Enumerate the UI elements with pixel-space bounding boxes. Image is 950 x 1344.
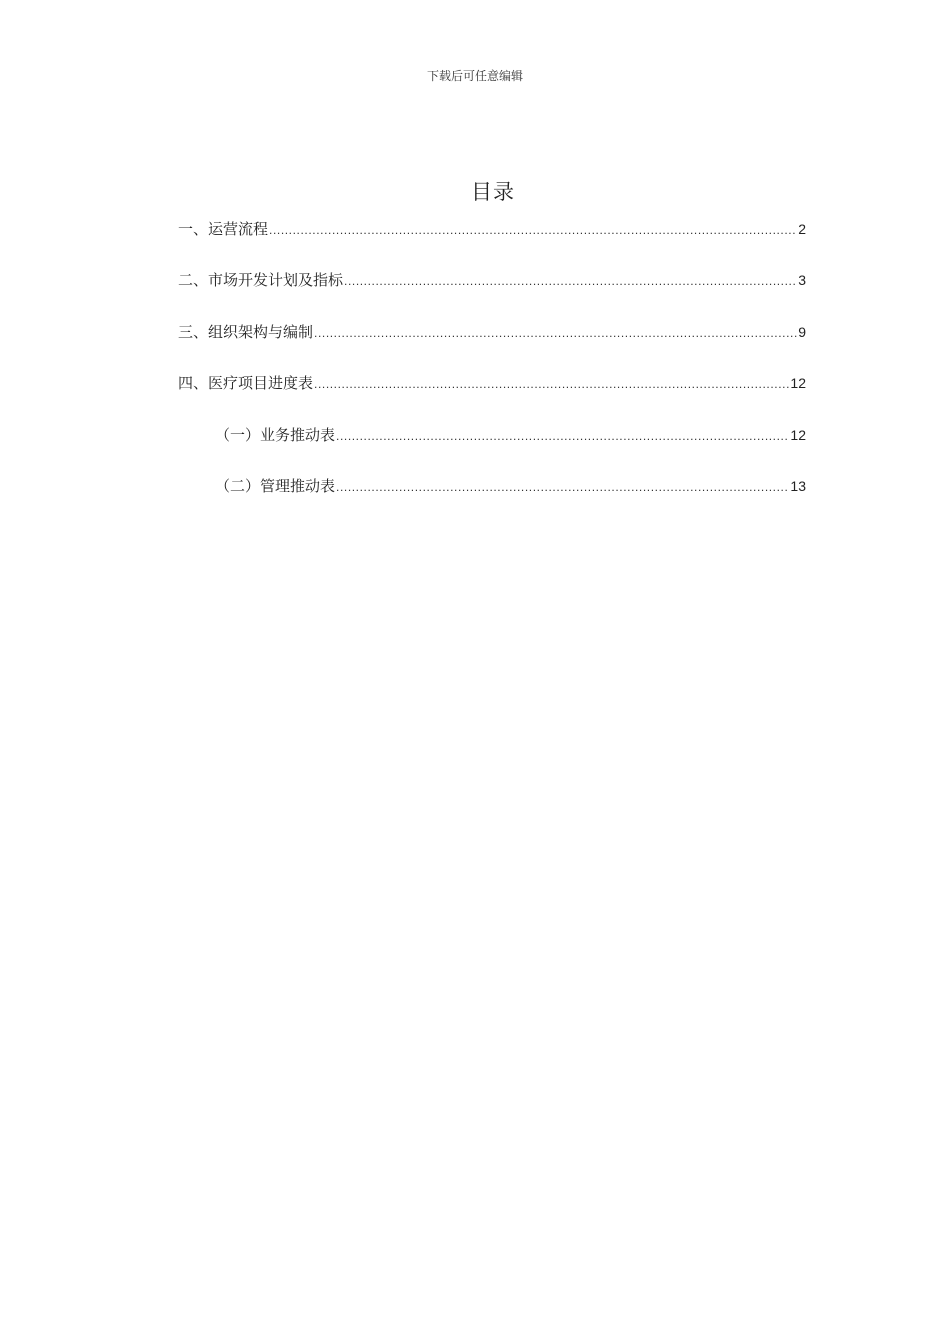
toc-entry-operation-process[interactable] [178,217,806,268]
toc-entry-market-plan[interactable] [178,268,806,319]
toc-entry-project-schedule[interactable] [178,371,806,422]
toc-entry-label: 二、市场开发计划及指标 [178,271,344,290]
toc-entry-page-number: 9 [798,323,806,340]
toc-entry-page-number: 12 [790,375,806,392]
toc-entry-management-push[interactable] [178,474,806,525]
toc-entry-label: （二）管理推动表 [215,476,336,495]
toc-dot-leader [336,475,789,499]
table-of-contents [178,217,806,525]
toc-entry-page-number: 13 [790,477,806,494]
toc-entry-label: （一）业务推动表 [215,425,336,444]
toc-title: 目录 [471,180,515,204]
toc-dot-leader [269,218,797,242]
toc-entry-page-number: 3 [798,272,806,289]
toc-entry-page-number: 12 [790,426,806,443]
toc-dot-leader [314,372,789,396]
header-note: 下载后可任意编辑 [426,69,523,83]
toc-dot-leader [314,321,797,345]
toc-dot-leader [344,269,797,293]
toc-entry-organization[interactable] [178,320,806,371]
toc-entry-label: 三、组织架构与编制 [178,322,314,341]
toc-entry-label: 一、运营流程 [178,220,269,238]
toc-entry-business-push[interactable] [178,423,806,474]
toc-entry-label: 四、医疗项目进度表 [178,374,314,393]
toc-entry-page-number: 2 [798,221,806,237]
toc-dot-leader [336,424,789,448]
